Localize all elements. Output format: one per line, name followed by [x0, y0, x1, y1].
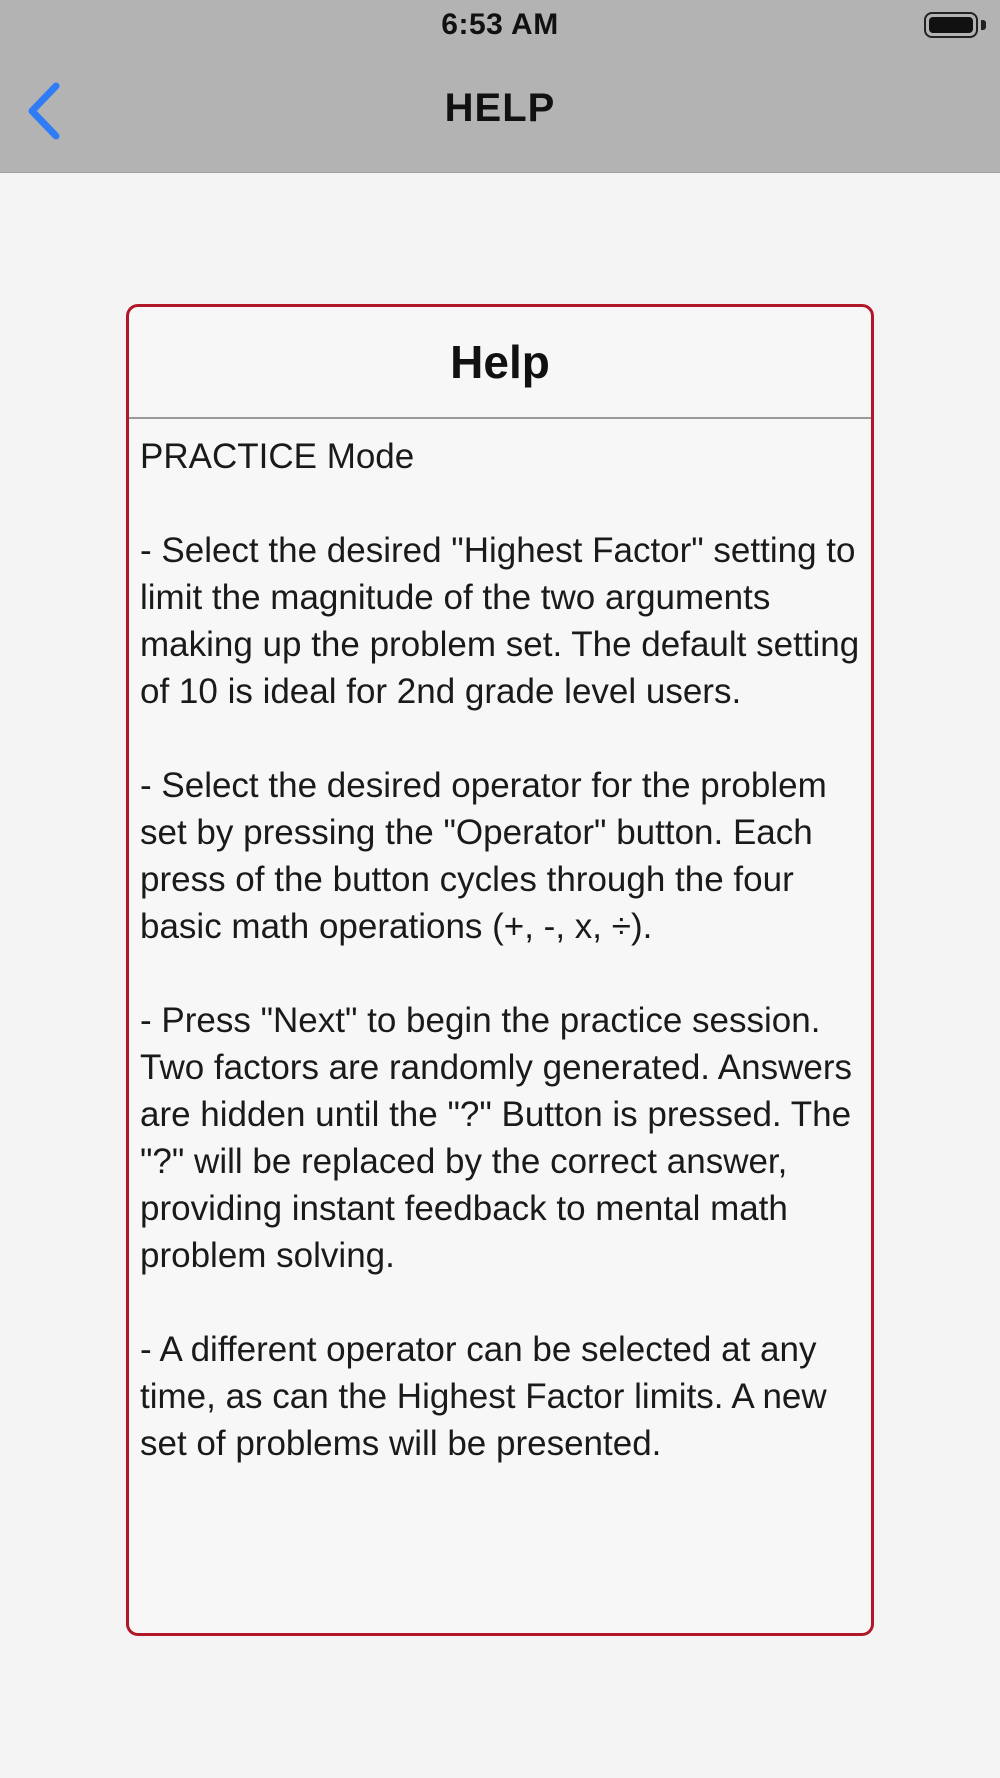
help-paragraph-heading: PRACTICE Mode: [140, 437, 415, 476]
battery-icon: [924, 12, 978, 38]
help-paragraph-different-operator: - A different operator can be selected at any time, as can the Highest Factor limits. A new set of problems will be presented.: [140, 1330, 827, 1463]
status-bar: [0, 0, 1000, 54]
help-text-scroll[interactable]: [140, 433, 863, 1633]
card-title: Help: [129, 307, 871, 419]
help-paragraph-operator: - Select the desired operator for the problem set by pressing the "Operator" button. Each press of the button cycles through the four basic math operations (+, -, x, ÷).: [140, 766, 827, 946]
help-card: [126, 304, 874, 1636]
status-time: 6:53 AM: [441, 8, 559, 41]
navigation-bar: [0, 54, 1000, 173]
battery-tip: [981, 20, 986, 30]
battery-level: [929, 17, 973, 33]
page-title: HELP: [444, 86, 556, 130]
help-paragraph-next: - Press "Next" to begin the practice session. Two factors are randomly generated. Answers are hidden until the "?" Button is pressed. The "?" will be replaced by the correct answer, providing instant feedback to mental math problem solving.: [140, 1001, 853, 1275]
help-paragraph-highest-factor: - Select the desired "Highest Factor" setting to limit the magnitude of the two arguments making up the problem set. The default setting of 10 is ideal for 2nd grade level users.: [140, 531, 860, 711]
